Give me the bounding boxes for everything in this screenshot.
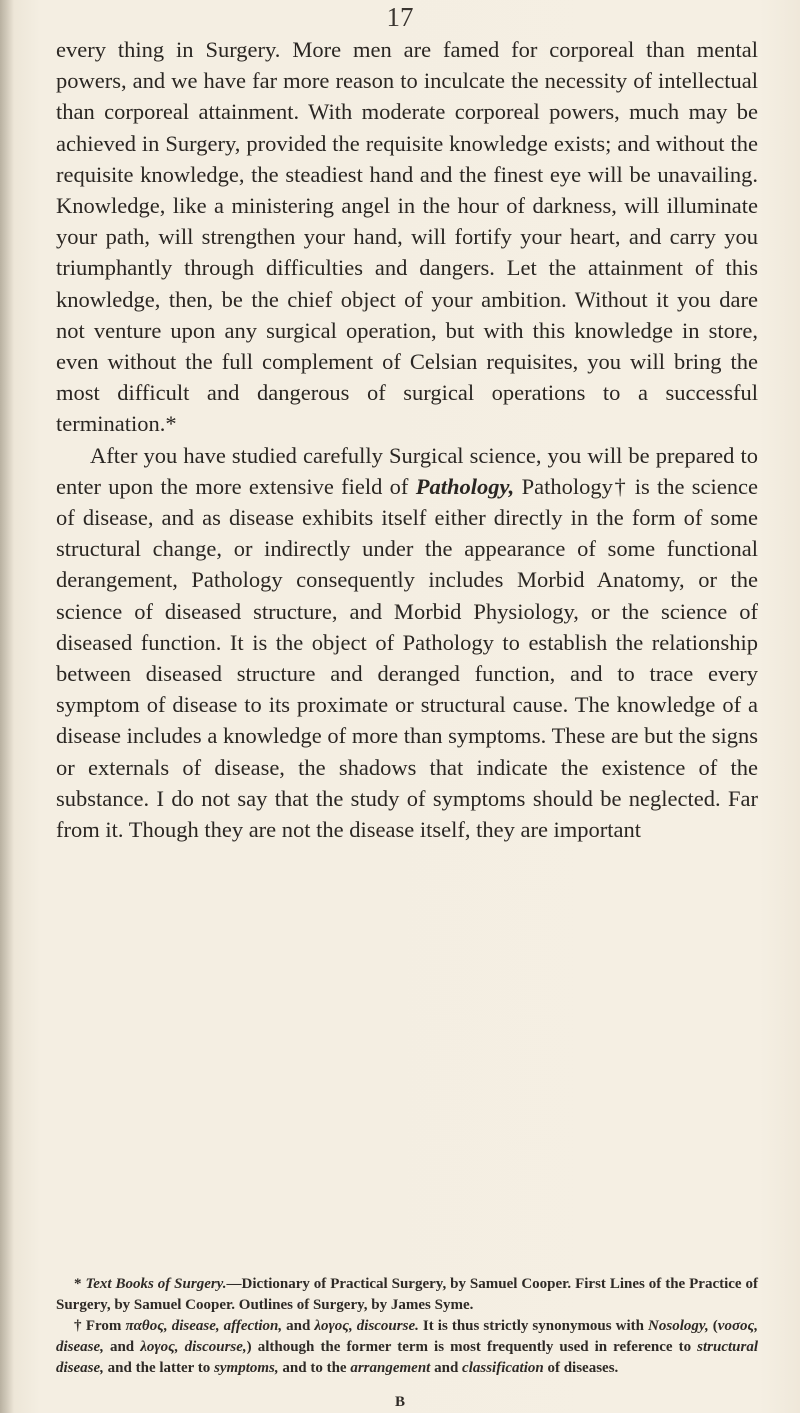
pathology-term: Pathology, bbox=[415, 473, 515, 499]
footnote-2-greek-logos-2: λογος, discourse, bbox=[140, 1339, 247, 1355]
footnote-2-classification: classification bbox=[462, 1360, 544, 1376]
footnote-2-text-g: and the latter to bbox=[103, 1360, 215, 1376]
footnote-1-mark: * bbox=[74, 1276, 86, 1292]
footnote-2-text-b: and bbox=[282, 1318, 315, 1334]
paragraph-2 bbox=[56, 440, 758, 846]
footnote-2-text-j: of diseases. bbox=[543, 1360, 619, 1376]
signature-mark: B bbox=[394, 1394, 405, 1410]
spine-shadow bbox=[0, 0, 14, 1413]
footnote-1 bbox=[56, 1274, 758, 1316]
footnote-2-text-e: and bbox=[103, 1339, 141, 1355]
footnote-2-text-i: and bbox=[430, 1360, 463, 1376]
footnote-2-text-d: ( bbox=[708, 1318, 718, 1334]
paragraph-2-text-b: Pathology† is the science of disease, and as disease exhibits itself either directly in the form of some structural change, or indirectly under the appearance of some functional derangement, Pathology consequently includes Morbid Anatomy, or the science of diseased structure, and Morbid Physiology, or the science of diseased function. It is the object of Pathology to establish the relationship between diseased structure and deranged function, and to trace every symptom of disease to its proximate or structural cause. The knowledge of a disease includes a knowledge of more than symptoms. These are but the signs or externals of disease, the shadows that indicate the existence of the substance. I do not say that the study of symptoms should be neglected. Far from it. Though they are not the disease itself, they are important bbox=[56, 473, 758, 843]
footnote-2-greek-pathos: παθος, disease, affection, bbox=[125, 1318, 283, 1334]
paragraph-1 bbox=[56, 34, 758, 440]
footnote-2-greek-nosos: νοσος, disease, bbox=[56, 1318, 758, 1355]
footnote-2 bbox=[56, 1316, 758, 1379]
footnote-2-text-c: It is thus strictly synonymous with bbox=[418, 1318, 649, 1334]
footnote-2-text-a: † From bbox=[74, 1318, 126, 1334]
body-text bbox=[56, 34, 758, 845]
footnote-1-text: —Dictionary of Practical Surgery, by Samuel Cooper. First Lines of the Practice of Surgery, by Samuel Cooper. Outlines of Surgery, by James Syme. bbox=[56, 1276, 759, 1313]
footnote-2-greek-logos: λογος, discourse. bbox=[314, 1318, 419, 1334]
paragraph-1-text: every thing in Surgery. More men are famed for corporeal than mental powers, and we have far more reason to inculcate the necessity of intellectual than corporeal attainment. With moderate corporeal powers, much may be achieved in Surgery, provided the requisite knowledge exists; and without the requisite knowledge, the steadiest hand and the finest eye will be unavailing. Knowledge, like a ministering angel in the hour of darkness, will illuminate your path, will strengthen your hand, will fortify your heart, and carry you triumphantly through difficulties and dangers. Let the attainment of this knowledge, then, be the chief object of your ambition. Without it you dare not venture upon any surgical operation, but with this knowledge in store, even without the full complement of Celsian requisites, you will bring the most difficult and dangerous of surgical operations to a successful termination.* bbox=[56, 37, 758, 437]
footnote-2-arrangement: arrangement bbox=[350, 1360, 431, 1376]
footnote-2-text-h: and to the bbox=[278, 1360, 351, 1376]
footnote-2-text-f: ) although the former term is most frequently used in reference to bbox=[246, 1339, 698, 1355]
page-number: 17 bbox=[386, 2, 414, 32]
paragraph-2-text-a: After you have studied carefully Surgical science, you will be prepared to enter upon the more extensive field of bbox=[56, 442, 758, 499]
footnotes bbox=[56, 1274, 758, 1379]
footnote-2-nosology: Nosology, bbox=[648, 1318, 709, 1334]
footnote-2-symptoms: symptoms, bbox=[214, 1360, 279, 1376]
footnote-2-structural: structural disease, bbox=[56, 1339, 758, 1376]
footnote-1-title: Text Books of Surgery. bbox=[85, 1276, 227, 1292]
